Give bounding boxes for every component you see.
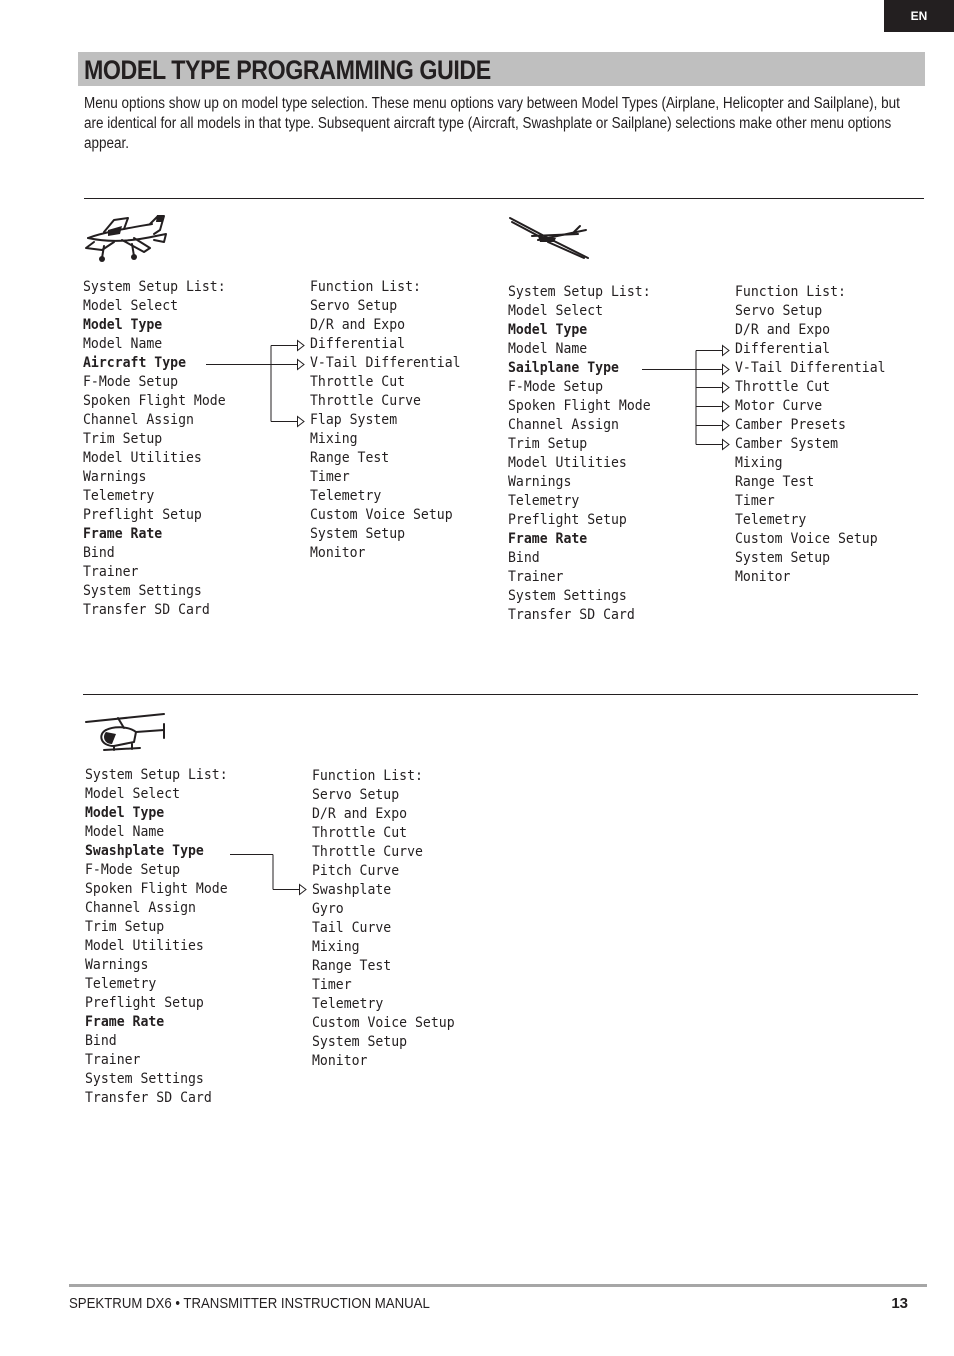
function-item: System Setup — [312, 1034, 408, 1050]
menu-item-frame-rate: Frame Rate — [85, 1014, 165, 1030]
function-item: Custom Voice Setup — [735, 531, 878, 547]
menu-item-telemetry: Telemetry — [508, 493, 580, 509]
function-item: Monitor — [310, 545, 366, 561]
airplane-system-setup-list — [83, 278, 226, 620]
menu-item-telemetry: Telemetry — [85, 976, 157, 992]
menu-item-trim-setup: Trim Setup — [508, 436, 588, 452]
menu-item-system-settings: System Settings — [508, 588, 627, 604]
function-item: Custom Voice Setup — [312, 1015, 455, 1031]
menu-item-spoken-flight-mode: Spoken Flight Mode — [508, 398, 651, 414]
function-item: Servo Setup — [310, 298, 398, 314]
function-item: Flap System — [310, 412, 398, 428]
menu-item-f-mode-setup: F-Mode Setup — [85, 862, 181, 878]
sailplane-function-list — [735, 283, 886, 587]
function-item: Swashplate — [312, 882, 392, 898]
arrow-icon — [298, 360, 305, 370]
function-item: Mixing — [312, 939, 360, 955]
menu-item-channel-assign: Channel Assign — [85, 900, 196, 916]
system-list-title: System Setup List: — [85, 767, 228, 783]
arrow-icon — [300, 885, 307, 895]
menu-item-model-name: Model Name — [85, 824, 165, 840]
menu-item-model-utilities: Model Utilities — [508, 455, 627, 471]
menu-item-model-select: Model Select — [508, 303, 604, 319]
menu-item-transfer-sd-card: Transfer SD Card — [508, 607, 635, 623]
language-tab: EN — [884, 0, 954, 32]
function-item: V-Tail Differential — [735, 360, 886, 376]
menu-item-bind: Bind — [83, 545, 115, 561]
menu-item-telemetry: Telemetry — [83, 488, 155, 504]
function-item: Range Test — [310, 450, 390, 466]
function-item: Pitch Curve — [312, 863, 400, 879]
menu-item-spoken-flight-mode: Spoken Flight Mode — [85, 881, 228, 897]
sailplane-icon — [508, 214, 592, 260]
menu-item-aircraft-type: Aircraft Type — [83, 355, 187, 371]
function-item: Gyro — [312, 901, 344, 917]
function-item: Mixing — [310, 431, 358, 447]
sailplane-system-setup-list — [508, 283, 651, 625]
function-item: System Setup — [735, 550, 831, 566]
menu-item-warnings: Warnings — [508, 474, 572, 490]
function-item: Range Test — [312, 958, 392, 974]
function-item: Motor Curve — [735, 398, 823, 414]
function-item: Telemetry — [312, 996, 384, 1012]
function-item: Throttle Curve — [310, 393, 421, 409]
function-item: D/R and Expo — [312, 806, 408, 822]
arrow-icon — [298, 341, 305, 351]
menu-item-trainer: Trainer — [85, 1052, 141, 1068]
menu-item-model-type: Model Type — [508, 322, 588, 338]
arrow-icon — [298, 417, 305, 427]
function-item: Servo Setup — [735, 303, 823, 319]
menu-item-channel-assign: Channel Assign — [83, 412, 194, 428]
function-item: Tail Curve — [312, 920, 392, 936]
function-item: Timer — [735, 493, 775, 509]
footer-divider — [69, 1284, 927, 1287]
menu-item-preflight-setup: Preflight Setup — [85, 995, 204, 1011]
airplane-function-list — [310, 278, 461, 563]
menu-item-model-select: Model Select — [83, 298, 179, 314]
page-title: MODEL TYPE PROGRAMMING GUIDE — [84, 55, 491, 85]
function-item: D/R and Expo — [735, 322, 831, 338]
page-number: 13 — [891, 1295, 908, 1312]
title-bar — [78, 52, 925, 86]
function-item: Throttle Cut — [735, 379, 831, 395]
arrow-icon — [723, 402, 730, 412]
menu-item-model-utilities: Model Utilities — [83, 450, 202, 466]
menu-item-warnings: Warnings — [85, 957, 149, 973]
menu-item-frame-rate: Frame Rate — [83, 526, 163, 542]
menu-item-model-name: Model Name — [83, 336, 163, 352]
function-item: D/R and Expo — [310, 317, 406, 333]
function-item: Timer — [312, 977, 352, 993]
function-item: Camber System — [735, 436, 839, 452]
function-item: Throttle Cut — [310, 374, 406, 390]
function-list-title: Function List: — [310, 279, 421, 295]
helicopter-function-list — [312, 767, 455, 1071]
menu-item-channel-assign: Channel Assign — [508, 417, 619, 433]
function-item: Monitor — [312, 1053, 368, 1069]
arrow-icon — [723, 383, 730, 393]
menu-item-f-mode-setup: F-Mode Setup — [508, 379, 604, 395]
function-item: Timer — [310, 469, 350, 485]
function-item: Telemetry — [310, 488, 382, 504]
menu-item-system-settings: System Settings — [85, 1071, 204, 1087]
function-list-title: Function List: — [312, 768, 423, 784]
function-item: Differential — [735, 341, 831, 357]
arrow-icon — [723, 440, 730, 450]
function-item: Differential — [310, 336, 406, 352]
menu-item-spoken-flight-mode: Spoken Flight Mode — [83, 393, 226, 409]
function-item: V-Tail Differential — [310, 355, 461, 371]
menu-item-model-name: Model Name — [508, 341, 588, 357]
helicopter-system-setup-list — [85, 766, 228, 1108]
function-item: Mixing — [735, 455, 783, 471]
function-item: System Setup — [310, 526, 406, 542]
menu-item-trainer: Trainer — [83, 564, 139, 580]
function-item: Servo Setup — [312, 787, 400, 803]
section-divider-top — [84, 198, 924, 199]
menu-item-swashplate-type: Swashplate Type — [85, 843, 204, 859]
section-divider-middle — [83, 694, 918, 695]
menu-item-bind: Bind — [508, 550, 540, 566]
arrow-icon — [723, 421, 730, 431]
menu-item-frame-rate: Frame Rate — [508, 531, 588, 547]
menu-item-model-utilities: Model Utilities — [85, 938, 204, 954]
function-item: Custom Voice Setup — [310, 507, 453, 523]
menu-item-f-mode-setup: F-Mode Setup — [83, 374, 179, 390]
function-item: Telemetry — [735, 512, 807, 528]
function-item: Throttle Curve — [312, 844, 423, 860]
menu-item-trim-setup: Trim Setup — [83, 431, 163, 447]
system-list-title: System Setup List: — [83, 279, 226, 295]
function-item: Camber Presets — [735, 417, 846, 433]
function-item: Monitor — [735, 569, 791, 585]
menu-item-transfer-sd-card: Transfer SD Card — [85, 1090, 212, 1106]
menu-item-model-type: Model Type — [85, 805, 165, 821]
function-item: Range Test — [735, 474, 815, 490]
menu-item-model-select: Model Select — [85, 786, 181, 802]
menu-item-preflight-setup: Preflight Setup — [508, 512, 627, 528]
airplane-icon — [84, 212, 168, 264]
helicopter-icon — [84, 712, 168, 756]
menu-item-preflight-setup: Preflight Setup — [83, 507, 202, 523]
menu-item-trim-setup: Trim Setup — [85, 919, 165, 935]
menu-item-system-settings: System Settings — [83, 583, 202, 599]
intro-paragraph: Menu options show up on model type selection. These menu options vary between Model Types (Airplane, Helicopter and Sailplane), but are identical for all models in that type. Subsequent aircraft type (Aircraft, Swashplate or Sailplane) selections make other menu options appear. — [84, 95, 900, 152]
arrow-icon — [723, 346, 730, 356]
arrow-icon — [723, 365, 730, 375]
function-list-title: Function List: — [735, 284, 846, 300]
menu-item-model-type: Model Type — [83, 317, 163, 333]
menu-item-sailplane-type: Sailplane Type — [508, 360, 619, 376]
system-list-title: System Setup List: — [508, 284, 651, 300]
function-item: Throttle Cut — [312, 825, 408, 841]
menu-item-bind: Bind — [85, 1033, 117, 1049]
menu-item-trainer: Trainer — [508, 569, 564, 585]
menu-item-transfer-sd-card: Transfer SD Card — [83, 602, 210, 618]
footer-manual-title: SPEKTRUM DX6 • TRANSMITTER INSTRUCTION MANUAL — [69, 1295, 430, 1312]
menu-item-warnings: Warnings — [83, 469, 147, 485]
